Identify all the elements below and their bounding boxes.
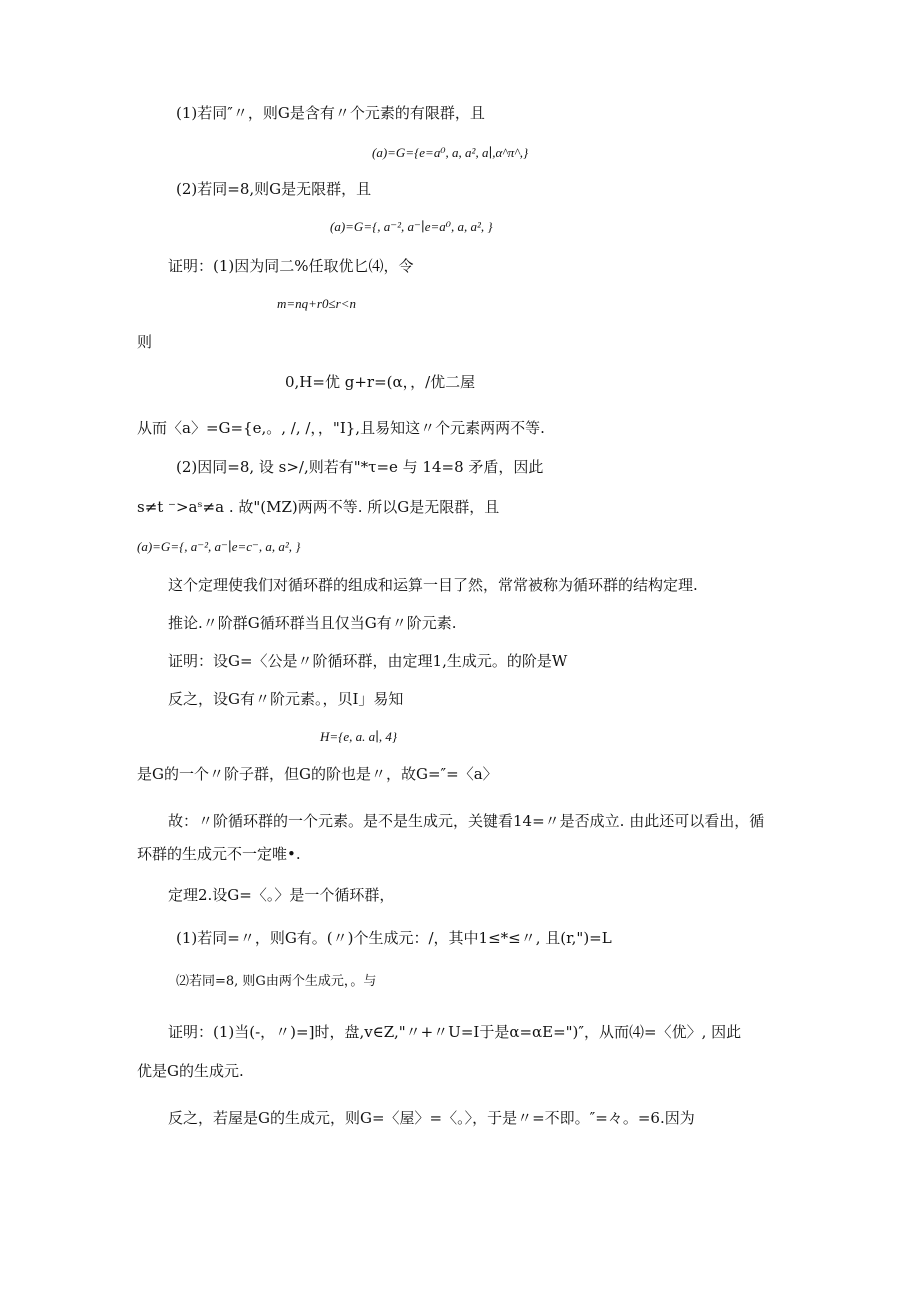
structure-theorem-note: 这个定理使我们对循环群的组成和运算一目了然，常常被称为循环群的结构定理. <box>168 576 698 594</box>
proof-conclusion-1: 从而〈a〉=G={e,。, /, /，，"I},且易知这〃个元素两两不等. <box>137 419 545 437</box>
formula-division: m=nq+r0≤r<n <box>277 296 356 311</box>
proof-part-2: (2)因同=8, 设 s>/,则若有"*τ=e 与 14=8 矛盾，因此 <box>176 458 544 476</box>
theorem-part-1: (1)若同″〃，则G是含有〃个元素的有限群，且 <box>176 104 485 122</box>
corollary-conclusion: 是G的一个〃阶子群，但G的阶也是〃，故G=″=〈a〉 <box>137 765 498 783</box>
theorem-2-proof-cont: 优是G的生成元. <box>137 1062 244 1080</box>
formula-subgroup: H={e, a. a∣, 4} <box>320 729 398 744</box>
theorem-2-converse: 反之，若屋是G的生成元，则G=〈屋〉=〈。〉，于是〃=不即。″=々。=6.因为 <box>168 1109 695 1127</box>
remark-line-1: 故：〃阶循环群的一个元素。是不是生成元，关键看14=〃是否成立. 由此还可以看出，循 <box>168 812 765 830</box>
theorem-2: 定理2.设G=〈。〉是一个循环群， <box>168 886 395 904</box>
text-then: 则 <box>137 333 153 351</box>
remark-line-2: 环群的生成元不一定唯•. <box>137 845 301 863</box>
proof-part-2-cont: s≠t ⁻>aˢ≠a . 故"(MZ)两两不等. 所以G是无限群，且 <box>137 498 500 516</box>
formula-infinite-group-2: (a)=G={, a⁻², a⁻∣e=c⁻, a, a², } <box>137 539 301 554</box>
corollary-proof: 证明：设G=〈公是〃阶循环群，由定理1,生成元。的阶是W <box>168 652 568 670</box>
formula-power: 0,H=优 g+r=(α，，/优二屋 <box>285 373 476 391</box>
theorem-2-part-2: ⑵若同=8, 则G由两个生成元，。与 <box>176 974 377 989</box>
formula-infinite-group: (a)=G={, a⁻², a⁻∣e=a⁰, a, a², } <box>330 219 493 234</box>
proof-start: 证明：(1)因为同二%任取优匕⑷，令 <box>168 257 414 275</box>
corollary: 推论.〃阶群G循环群当且仅当G有〃阶元素. <box>168 614 457 632</box>
theorem-2-part-1: (1)若同=〃，则G有。(〃)个生成元：/，其中1≤*≤〃, 且(r,")=L <box>176 929 612 947</box>
formula-finite-group: (a)=G={e=a⁰, a, a², a∣,α^π^,} <box>372 145 529 160</box>
theorem-2-proof: 证明：(1)当(-，〃)=]时，盘,v∈Z,"〃+〃U=I于是α=αE=")″，从而⑷=〈优〉, 因此 <box>168 1023 742 1041</box>
theorem-part-2: (2)若同=8,则G是无限群，且 <box>176 180 372 198</box>
corollary-converse: 反之，设G有〃阶元素。，贝I」易知 <box>168 690 404 708</box>
